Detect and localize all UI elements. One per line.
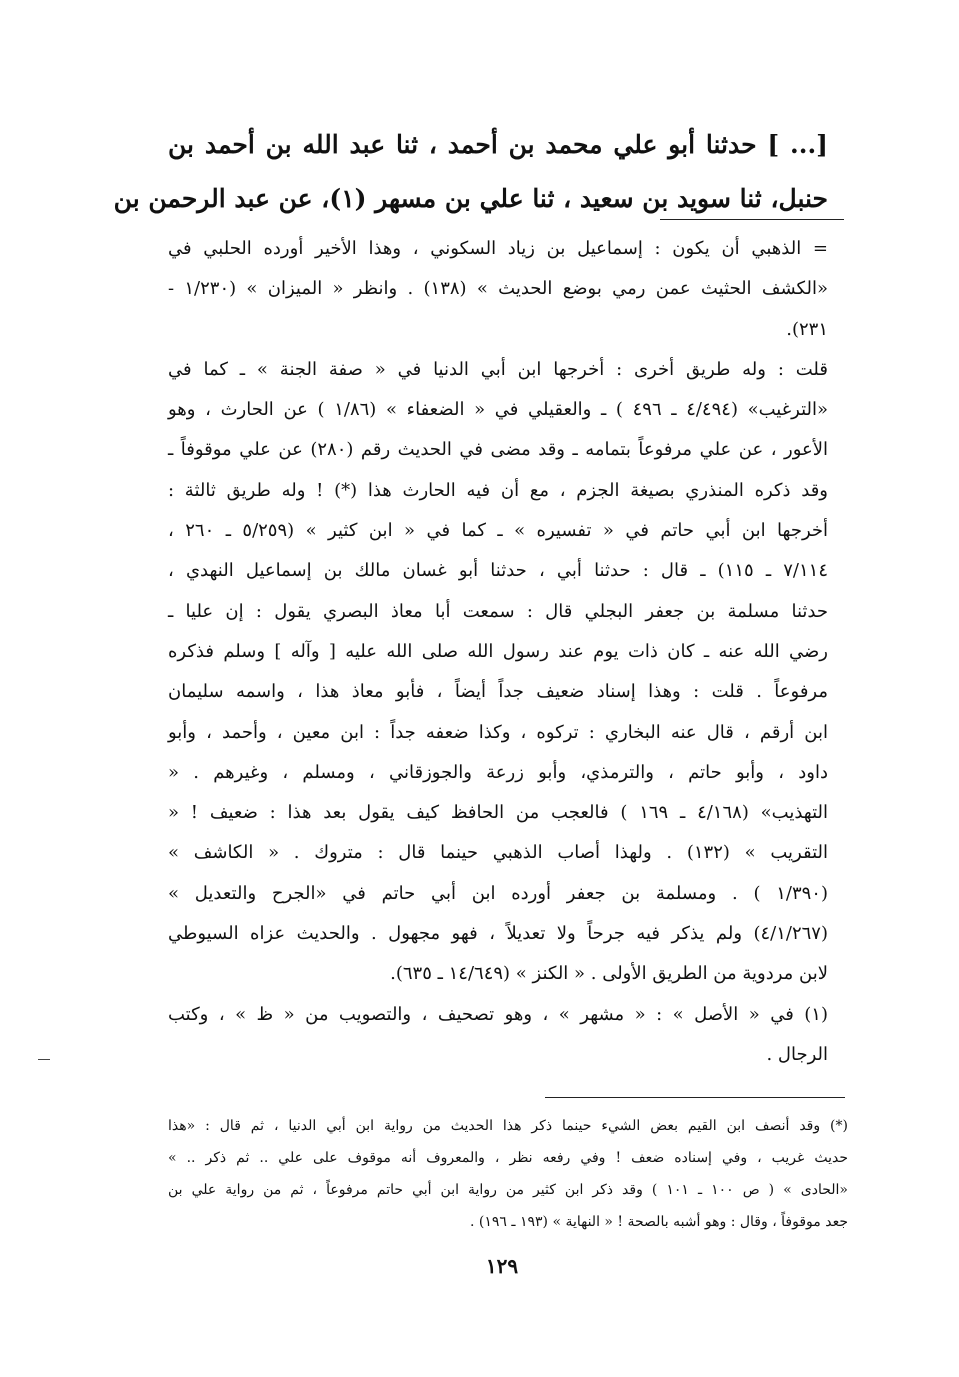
main-hadith-text <box>113 118 828 226</box>
note-line: مرفوعاً . قلت : وهذا إسناد ضعيف جداً أيضاً ، فأبو معاذ هذا ، واسمه سليمان <box>168 681 828 703</box>
note-line: (١/٣٩٠ ) . ومسلمة بن جعفر أورده ابن أبي حاتم في «الجرح والتعديل » <box>168 882 828 904</box>
note-line: داود ، وأبو حاتم ، والترمذي، وأبو زرعة والجوزقاني ، ومسلم ، وغيرهم . « <box>168 761 828 783</box>
footnote-line: (*) وقد أنصف ابن القيم بعض الشيء حينما ذكر هذا الحديث من رواية ابن أبي الدنيا ، ثم قال : «هذا <box>168 1118 848 1134</box>
page-number: ١٢٩ <box>485 1254 519 1278</box>
note-line: وقد ذكره المنذري بصيغة الجزم ، مع أن فيه الحارث هذا (*) ! وله طريق ثالثة : <box>168 479 828 501</box>
star-footnote <box>168 1110 848 1238</box>
note-line: (١) في « الأصل » : « مشهر » ، وهو تصحيف ، والتصويب من « ظ » ، وكتب <box>168 1003 828 1025</box>
note-line: التقريب » (١٣٢) . ولهذا أصاب الذهبي حينما قال : متروك . « الكاشف » <box>168 842 828 864</box>
note-line: ٢٣١). <box>786 318 828 340</box>
note-line: رضي الله عنه ـ كان ذات يوم عند رسول الله صلى الله عليه [ وآله ] وسلم فذكره <box>168 640 828 662</box>
note-line: الرجال . <box>766 1043 828 1065</box>
note-line: حدثنا مسلمة بن جعفر البجلي قال : سمعت أبا معاذ البصري يقول : إن عليا ـ <box>168 600 828 622</box>
note-line: = الذهبي أن يكون : إسماعيل بن زياد السكوني ، وهذا الأخير أورده الحلبي في <box>168 238 828 259</box>
note-line: «الترغيب» (٤/٤٩٤ ـ ٤٩٦ ) ـ والعقيلي في « الضعفاء » (١/٨٦ ) عن الحارث ، وهو <box>168 399 829 421</box>
note-line: لابن مردوية من الطريق الأولى . « الكنز » (١٤/٦٤٩ ـ ٦٣٥). <box>390 963 828 985</box>
scan-mark <box>38 1059 50 1060</box>
footnote-separator <box>660 219 844 220</box>
footnote-line: جعد موقوفاً ، وقال : وهو أشبه بالصحة ! « النهاية » (١٩٣ ـ ١٩٦) . <box>470 1214 848 1230</box>
footnote-line: حديث غريب ، وفي إسناده ضعف ! وفي رفعه نظر ، والمعروف أنه موقوف على علي .. ثم ذكر .. » <box>168 1150 848 1166</box>
footnote-line: «الحادى » ( ص ١٠٠ ـ ١٠١ ) وقد ذكر ابن كثير من رواية ابن أبي حاتم مرفوعاً ، ثم من رواية علي بن <box>168 1182 848 1198</box>
footnote-separator <box>545 1097 845 1098</box>
main-line: حنبل، ثنا سويد بن سعيد ، ثنا علي بن مسهر (١)، عن عبد الرحمن بن <box>113 184 828 213</box>
note-line: «الكشف الحثيث عمن رمي بوضع الحديث » (١٣٨) . وانظر « الميزان » (١/٢٣٠ - <box>168 278 828 300</box>
note-line: ابن أرقم ، قال عنه البخاري : تركوه ، وكذا ضعفه جداً : ابن معين ، وأحمد ، وأبو <box>168 721 828 743</box>
note-line: أخرجها ابن أبي حاتم في « تفسيره » ـ كما في « ابن كثير » (٥/٢٥٩ ـ ٢٦٠ ، <box>168 520 829 542</box>
note-line: التهذيب» (٤/١٦٨ ـ ١٦٩ ) فالعجب من الحافظ كيف يقول بعد هذا : ضعيف ! « <box>168 802 828 824</box>
commentary-notes <box>168 229 828 1075</box>
note-line: ٧/١١٤ ـ ١١٥) ـ قال : حدثنا أبي ، حدثنا أبو غسان مالك بن إسماعيل النهدي ، <box>168 560 828 582</box>
note-line: الأعور ، عن علي مرفوعاً بتمامه ـ وقد مضى في الحديث رقم (٢٨٠) عن علي موقوفاً ـ <box>168 439 828 461</box>
main-line: [... ] حدثنا أبو علي محمد بن أحمد ، ثنا عبد الله بن أحمد بن <box>168 130 828 159</box>
note-line: قلت : وله طريق أخرى : أخرجها ابن أبي الدنيا في « صفة الجنة » ـ كما في <box>168 358 828 380</box>
note-line: (٤/١/٢٦٧) ولم يذكر فيه جرحاً ولا تعديلاً ، فهو مجهول . والحديث عزاه السيوطي <box>168 923 828 945</box>
